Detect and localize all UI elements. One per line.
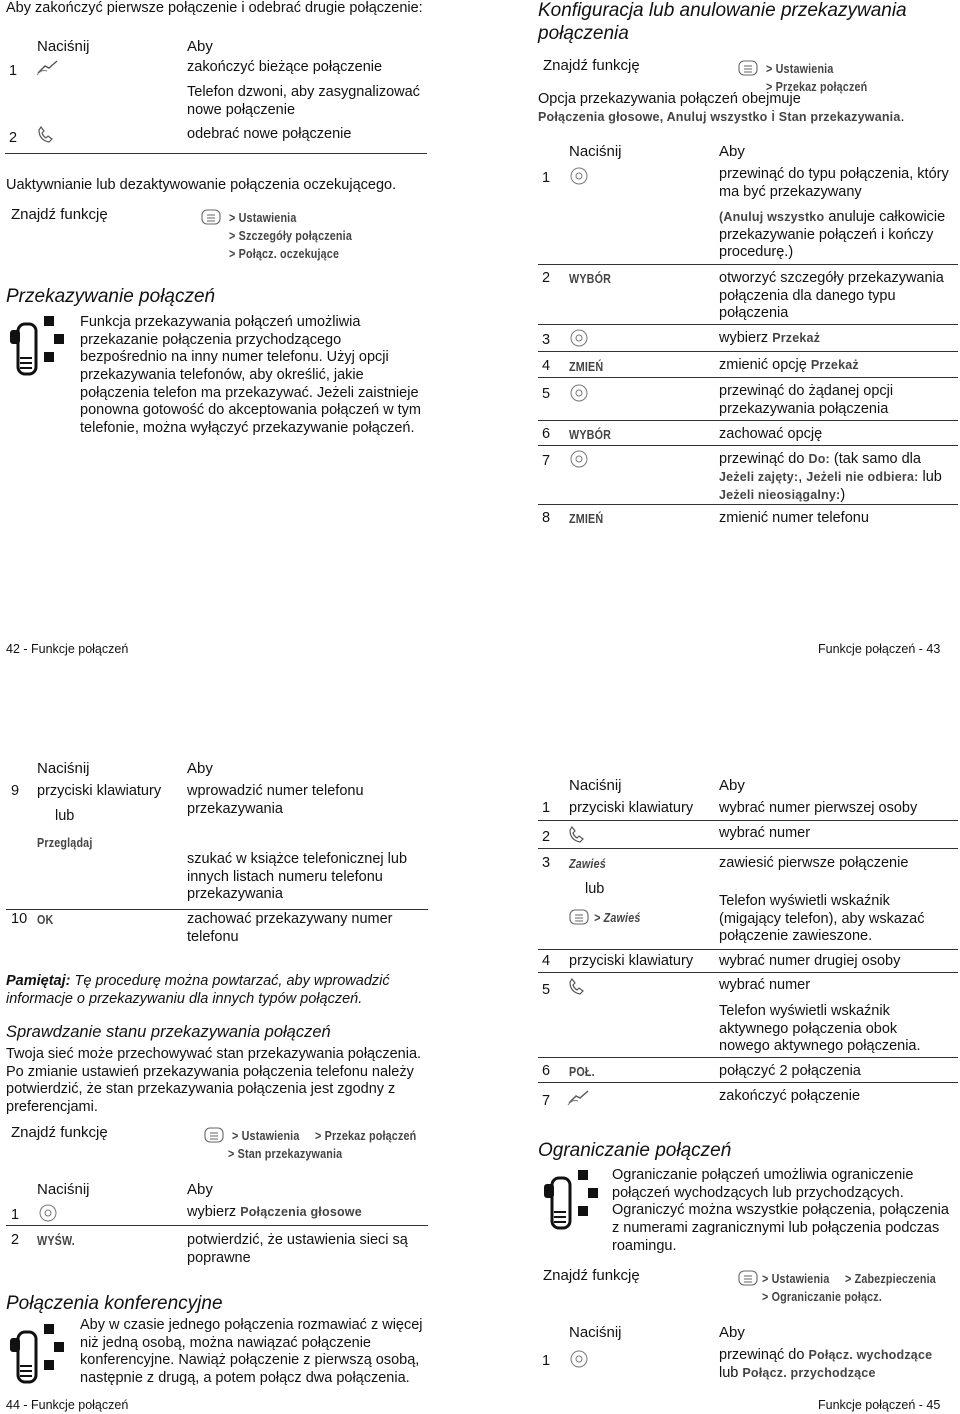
row-desc: wybrać numer drugiej osoby <box>719 953 901 969</box>
nav-key-icon <box>566 328 592 348</box>
nav-key-icon <box>566 383 592 403</box>
menu-key-icon <box>566 907 592 927</box>
step-number: 2 <box>542 270 551 286</box>
row-desc: odebrać nowe połączenie <box>187 126 352 142</box>
row-desc: wybrać numer pierwszej osoby <box>719 800 918 816</box>
row-desc: zakończyć bieżące połączenie <box>187 59 383 75</box>
row-desc: potwierdzić, że ustawienia sieci są poprawne <box>187 1232 408 1266</box>
menu-path: > Przekaz połączeń <box>766 79 868 94</box>
network-feature-icon <box>6 1320 68 1388</box>
table-rule <box>6 909 428 910</box>
key-label: przyciski klawiatury <box>569 800 694 816</box>
step-number: 4 <box>542 358 551 374</box>
col-header-press: Naciśnij <box>569 143 622 160</box>
send-key-icon <box>566 976 594 998</box>
table-rule <box>538 324 958 325</box>
send-key-icon <box>566 824 594 846</box>
col-header-press: Naciśnij <box>37 1181 90 1198</box>
row-desc: zachować przekazywany numer telefonu <box>187 911 393 945</box>
table-rule <box>538 351 958 352</box>
row-desc: zmienić opcję Przekaż <box>719 357 859 373</box>
menu-key-icon <box>198 207 224 227</box>
send-key-icon <box>35 124 63 146</box>
end-key-icon <box>35 57 63 79</box>
menu-path: > Ustawienia <box>232 1129 300 1143</box>
table-rule <box>538 1057 958 1058</box>
table-rule <box>538 848 958 849</box>
nav-key-icon <box>566 1349 592 1369</box>
row-desc: wybierz Połączenia głosowe <box>187 1204 362 1220</box>
menu-path: > Ustawienia <box>229 211 297 225</box>
menu-path: > Połącz. oczekujące <box>229 247 340 261</box>
section-title: Ograniczanie połączeń <box>538 1140 732 1161</box>
col-header-to: Aby <box>187 38 213 55</box>
step-number: 2 <box>9 130 18 146</box>
intro-text: Opcja przekazywania połączeń obejmuje Połączenia głosowe, Anuluj wszystko i Stan przekazywania. <box>538 91 905 125</box>
row-desc: wybrać numer <box>719 977 811 993</box>
menu-path: > Przekaz połączeń <box>314 1129 416 1143</box>
end-key-icon <box>566 1087 594 1109</box>
section-body: Twoja sieć może przechowywać stan przekazywania połączenia. Po zmianie ustawień przekazywania połączenia telefonu należy potwierdzić, że stan przekazywania połączenia jest zgodny z preferencjami. <box>6 1046 422 1116</box>
row-desc: szukać w książce telefonicznej lub innych listach numeru telefonu przekazywania <box>187 851 408 903</box>
note-text: Pamiętaj: Tę procedurę można powtarzać, aby wprowadzić informacje o przekazywaniu dla innych typów połączeń. <box>6 973 390 1007</box>
key-label: przyciski klawiatury <box>569 953 694 969</box>
menu-path: > Ustawienia <box>762 1272 830 1286</box>
row-desc: otworzyć szczegóły przekazywania połączenia dla danego typu połączenia <box>719 270 944 322</box>
softkey-label: Przeglądaj <box>37 836 93 850</box>
table-rule <box>538 445 958 446</box>
step-number: 3 <box>542 332 551 348</box>
section-body: Aby w czasie jednego połączenia rozmawiać z więcej niż jedną osobą, można nawiązać połączenie konferencyjne. Nawiąż połączenie z pierwszą osobą, następnie z drugą, a potem połącz dwa połączenia. <box>80 1317 423 1387</box>
menu-key-icon <box>735 58 761 78</box>
row-desc: zachować opcję <box>719 426 823 442</box>
network-feature-icon <box>540 1166 602 1234</box>
step-number: 7 <box>542 453 551 469</box>
col-header-to: Aby <box>719 143 745 160</box>
menu-key-icon <box>735 1268 761 1288</box>
table-rule <box>538 264 958 265</box>
table-rule <box>538 1082 958 1083</box>
table-rule <box>538 377 958 378</box>
table-rule <box>538 949 958 950</box>
step-number: 1 <box>9 63 18 79</box>
nav-key-icon <box>566 166 592 186</box>
row-desc: przewinąć do żądanej opcji przekazywania połączenia <box>719 383 894 417</box>
col-header-to: Aby <box>187 760 213 777</box>
step-number: 1 <box>542 1353 551 1369</box>
section-title: Połączenia konferencyjne <box>6 1293 223 1314</box>
table-rule <box>6 1225 428 1226</box>
menu-key-icon <box>201 1125 227 1145</box>
step-number: 5 <box>542 982 551 998</box>
softkey-label: Zawieś <box>569 857 606 871</box>
table-rule <box>538 972 958 973</box>
step-number: 9 <box>11 783 20 799</box>
step-number: 1 <box>11 1207 20 1223</box>
network-feature-icon <box>6 312 68 380</box>
section-title: Sprawdzanie stanu przekazywania połączeń <box>6 1023 331 1041</box>
softkey-label: WYŚW. <box>37 1234 75 1248</box>
row-note: Telefon wyświetli wskaźnik aktywnego połączenia obok nowego aktywnego połączenia. <box>719 1003 921 1055</box>
menu-path: > Stan przekazywania <box>228 1147 343 1161</box>
softkey-label: POŁ. <box>569 1065 595 1079</box>
step-number: 1 <box>542 170 551 186</box>
step-number: 2 <box>11 1232 20 1248</box>
col-header-to: Aby <box>719 777 745 794</box>
col-header-to: Aby <box>187 1181 213 1198</box>
step-number: 5 <box>542 386 551 402</box>
col-header-press: Naciśnij <box>569 1324 622 1341</box>
step-number: 6 <box>542 1063 551 1079</box>
find-feature-label: Znajdź funkcję <box>543 1267 640 1284</box>
row-desc: połączyć 2 połączenia <box>719 1063 861 1079</box>
softkey-label: ZMIEŃ <box>569 512 604 526</box>
nav-key-icon <box>566 449 592 469</box>
page-footer: 42 - Funkcje połączeń <box>6 642 129 656</box>
key-label: przyciski klawiatury <box>37 783 162 799</box>
table-rule <box>538 820 958 821</box>
table-rule <box>538 420 958 421</box>
step-number: 10 <box>11 911 28 927</box>
step-number: 2 <box>542 829 551 845</box>
menu-path: > Ograniczanie połącz. <box>762 1290 882 1304</box>
softkey-label: ZMIEŃ <box>569 360 604 374</box>
row-desc: przewinąć do Połącz. wychodzące lub Połącz. przychodzące <box>719 1347 933 1381</box>
or-label: lub <box>585 881 605 897</box>
page-footer: Funkcje połączeń - 45 <box>818 1398 941 1412</box>
step-number: 4 <box>542 953 551 969</box>
menu-path: > Ustawienia <box>766 62 834 76</box>
table-rule <box>538 504 958 505</box>
row-desc: przewinąć do Do: (tak samo dla Jeżeli zajęty:, Jeżeli nie odbiera: lub Jeżeli nieosiągalny:) <box>719 451 942 504</box>
row-note: Telefon wyświetli wskaźnik (migający telefon), aby wskazać połączenie zawieszone. <box>719 893 925 945</box>
row-desc: przewinąć do typu połączenia, który ma być przekazywany <box>719 166 949 200</box>
row-desc: zakończyć połączenie <box>719 1088 861 1104</box>
nav-key-icon <box>35 1203 61 1223</box>
table-rule <box>5 153 427 154</box>
menu-path: > Zabezpieczenia <box>844 1272 936 1286</box>
page-footer: Funkcje połączeń - 43 <box>818 642 941 656</box>
wait-text: Uaktywnianie lub dezaktywowanie połączenia oczekującego. <box>6 177 397 193</box>
row-note: (Anuluj wszystko anuluje całkowicie przekazywanie połączeń i kończy procedurę.) <box>719 209 946 261</box>
step-number: 8 <box>542 510 551 526</box>
row-desc: wybrać numer <box>719 825 811 841</box>
find-feature-label: Znajdź funkcję <box>11 1124 108 1141</box>
section-title: Przekazywanie połączeń <box>6 286 216 307</box>
col-header-press: Naciśnij <box>569 777 622 794</box>
softkey-label: OK <box>37 913 54 927</box>
col-header-to: Aby <box>719 1324 745 1341</box>
page-footer: 44 - Funkcje połączeń <box>6 1398 129 1412</box>
section-body: Funkcja przekazywania połączeń umożliwia przekazanie połączenia przychodzącego bezpośrednio na inny numer telefonu. Użyj opcji przekazywania telefonów, aby określić, jakie połączenia telefon ma przekazywać. Jeżeli zaistnieje ponowna gotowość do akceptowania połączeń w tym telefonie, można wyłączyć przekazywanie połączeń. <box>80 314 421 437</box>
row-desc: zmienić numer telefonu <box>719 510 869 526</box>
find-feature-label: Znajdź funkcję <box>543 57 640 74</box>
row-note: Telefon dzwoni, aby zasygnalizować nowe połączenie <box>187 84 420 118</box>
intro-text: Aby zakończyć pierwsze połączenie i odebrać drugie połączenie: <box>6 0 423 16</box>
step-number: 3 <box>542 855 551 871</box>
row-desc: zawiesić pierwsze połączenie <box>719 855 909 871</box>
menu-path: > Szczegóły połączenia <box>229 229 352 243</box>
row-desc: wybierz Przekaż <box>719 330 821 346</box>
row-desc: wprowadzić numer telefonu przekazywania <box>187 783 364 817</box>
step-number: 1 <box>542 800 551 816</box>
col-header-press: Naciśnij <box>37 38 90 55</box>
softkey-label: WYBÓR <box>569 272 612 286</box>
step-number: 7 <box>542 1093 551 1109</box>
find-feature-label: Znajdź funkcję <box>11 206 108 223</box>
col-header-press: Naciśnij <box>37 760 90 777</box>
page-title: Konfiguracja lub anulowanie przekazywania połączenia <box>538 0 907 44</box>
step-number: 6 <box>542 426 551 442</box>
softkey-label: > Zawieś <box>594 911 641 925</box>
or-label: lub <box>55 808 75 824</box>
softkey-label: WYBÓR <box>569 428 612 442</box>
section-body: Ograniczanie połączeń umożliwia ograniczenie połączeń wychodzących lub przychodzących. Ograniczyć można wszystkie połączenia, połączenia z numerami zagranicznymi lub połączenia podczas roamingu. <box>612 1167 949 1254</box>
